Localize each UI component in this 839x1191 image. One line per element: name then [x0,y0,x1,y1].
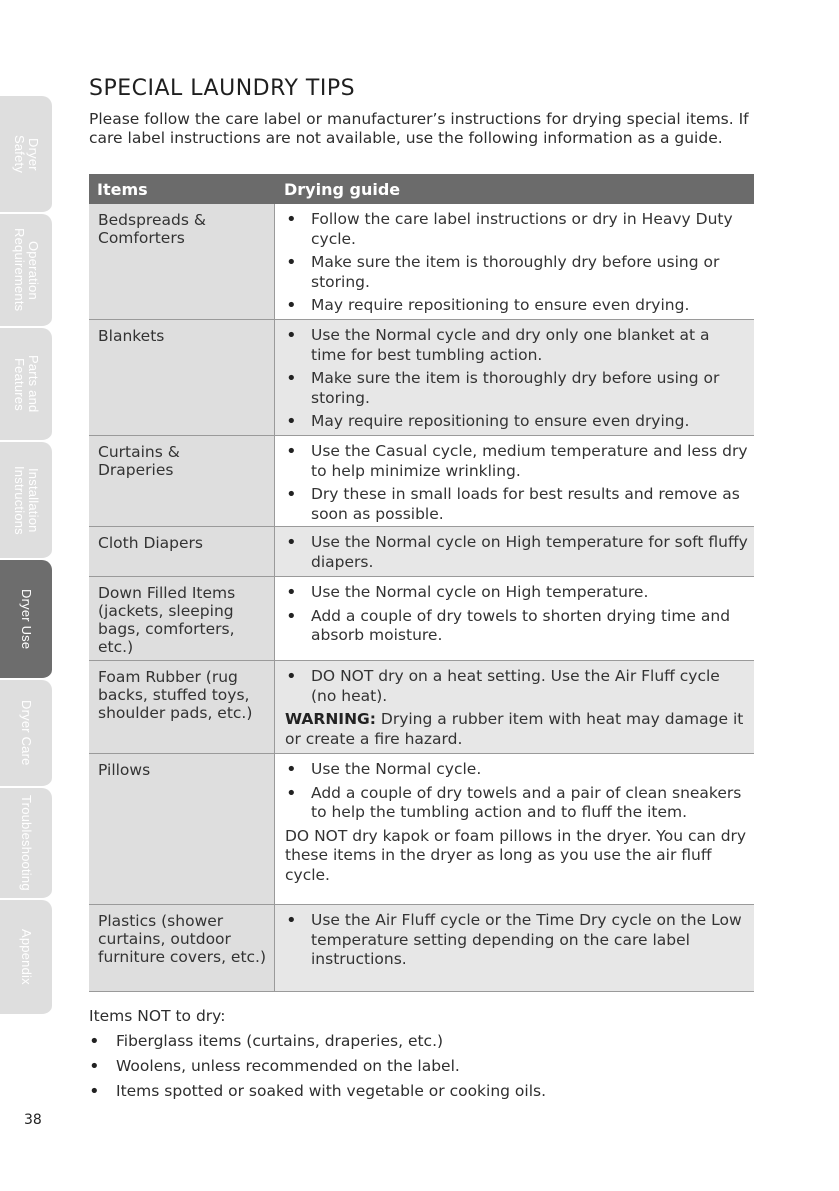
side-tab-installation-instructions[interactable] [0,442,52,560]
side-tab-label: Dryer Safety [12,134,41,174]
guide-cell [274,905,754,992]
side-tab-operation-requirements[interactable] [0,214,52,328]
guide-bullet: • Use the Normal cycle on High temperature for soft fluffy diapers. [285,533,748,572]
table-row [89,204,754,320]
side-tab-appendix[interactable] [0,900,52,1016]
guide-bullet: • Use the Air Fluff cycle or the Time Dry cycle on the Low temperature setting depending on the care label instructions. [285,911,748,970]
side-tab-label: Appendix [19,929,34,985]
side-tab-parts-and-features[interactable] [0,328,52,442]
guide-bullet: • Use the Normal cycle and dry only one blanket at a time for best tumbling action. [285,326,748,365]
guide-cell [274,204,754,320]
item-cell: Bedspreads & Comforters [89,204,274,320]
header-items: Items [97,180,148,199]
table-header [89,174,754,204]
list-item: • Fiberglass items (curtains, draperies, etc.) [89,1031,759,1052]
guide-bullet: • DO NOT dry on a heat setting. Use the Air Fluff cycle (no heat). [285,667,748,706]
guide-bullet: • May require repositioning to ensure even drying. [285,412,748,432]
table-row [89,661,754,754]
intro-paragraph: Please follow the care label or manufacturer’s instructions for drying special items. If care label instructions are not available, use the following information as a guide. [89,110,749,147]
list-item: • Items spotted or soaked with vegetable or cooking oils. [89,1081,759,1102]
header-drying-guide: Drying guide [284,180,401,199]
side-tab-label: Troubleshooting [19,795,34,891]
table-row [89,320,754,436]
side-tab-troubleshooting[interactable] [0,788,52,900]
not-to-dry-title: Items NOT to dry: [89,1007,226,1025]
page-title: SPECIAL LAUNDRY TIPS [89,76,356,101]
guide-bullet: • Use the Normal cycle on High temperature. [285,583,748,603]
guide-bullet: • Add a couple of dry towels to shorten drying time and absorb moisture. [285,607,748,646]
guide-bullet: • Add a couple of dry towels and a pair of clean sneakers to help the tumbling action and to fluff the item. [285,784,748,823]
guide-cell [274,436,754,527]
side-tab-label: Dryer Use [19,588,34,650]
guide-bullet: • Dry these in small loads for best results and remove as soon as possible. [285,485,748,524]
page-number: 38 [24,1112,42,1128]
side-tab-label: Operation Requirements [12,228,41,312]
guide-bullet: • Use the Casual cycle, medium temperature and less dry to help minimize wrinkling. [285,442,748,481]
guide-bullet: • May require repositioning to ensure even drying. [285,296,748,316]
table-row [89,905,754,992]
guide-bullet: • Use the Normal cycle. [285,760,748,780]
guide-bullet: • Make sure the item is thoroughly dry before using or storing. [285,253,748,292]
list-item: • Woolens, unless recommended on the label. [89,1056,759,1077]
item-cell: Foam Rubber (rug backs, stuffed toys, shoulder pads, etc.) [89,661,274,754]
warning-label: WARNING: [285,710,376,728]
warning-note [285,710,748,749]
item-cell: Cloth Diapers [89,527,274,577]
side-tab-dryer-safety[interactable] [0,96,52,214]
side-tab-label: Dryer Care [19,700,34,766]
guide-bullet: • Follow the care label instructions or dry in Heavy Duty cycle. [285,210,748,249]
side-tab-dryer-use[interactable] [0,560,52,680]
laundry-tips-table [89,174,754,992]
guide-cell [274,577,754,661]
guide-cell [274,754,754,905]
warning-text: Drying a rubber item with heat may damage it or create a fire hazard. [285,710,744,748]
side-tabs [0,96,52,1016]
guide-cell [274,527,754,577]
side-tab-label: Installation Instructions [12,465,41,535]
side-tab-dryer-care[interactable] [0,680,52,788]
item-cell: Curtains & Draperies [89,436,274,527]
pillow-note: DO NOT dry kapok or foam pillows in the dryer. You can dry these items in the dryer as long as you use the air fluff cycle. [285,826,747,884]
side-tab-label: Parts and Features [12,355,41,413]
table-row [89,577,754,661]
guide-cell [274,661,754,754]
items-not-to-dry [89,1006,759,1106]
item-cell: Plastics (shower curtains, outdoor furniture covers, etc.) [89,905,274,992]
table-row [89,436,754,527]
table-row [89,754,754,905]
item-cell: Pillows [89,754,274,905]
item-cell: Down Filled Items (jackets, sleeping bags, comforters, etc.) [89,577,274,661]
item-cell: Blankets [89,320,274,436]
guide-cell [274,320,754,436]
table-row [89,527,754,577]
guide-bullet: • Make sure the item is thoroughly dry before using or storing. [285,369,748,408]
